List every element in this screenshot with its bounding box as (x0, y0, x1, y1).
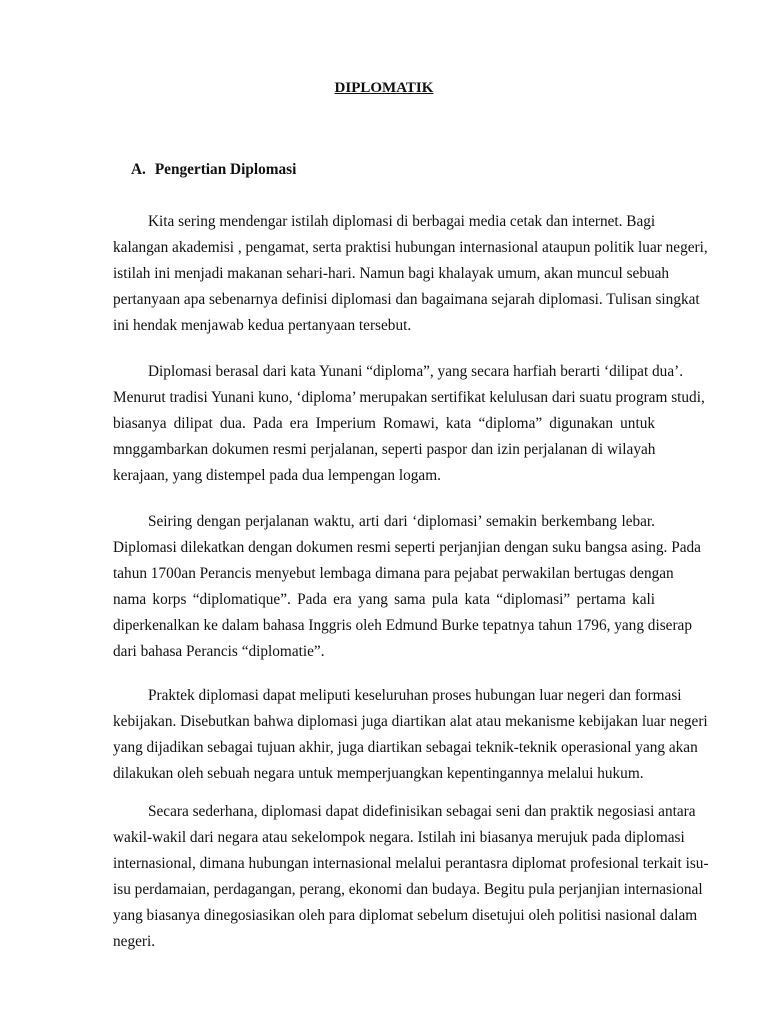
paragraph-3 (113, 509, 701, 665)
text-line: Seiring dengan perjalanan waktu, arti dari ‘diplomasi’ semakin berkembang lebar. (148, 513, 655, 530)
text-line: dilakukan oleh sebuah negara untuk memperjuangkan kepentingannya melalui hukum. (113, 765, 644, 782)
paragraph-2 (113, 359, 705, 489)
text-line: kebijakan. Disebutkan bahwa diplomasi juga diartikan alat atau mekanisme kebijakan luar negeri (113, 713, 708, 730)
text-line: internasional, dimana hubungan internasional melalui perantasra diplomat profesional terkait isu- (113, 855, 709, 872)
text-line: mnggambarkan dokumen resmi perjalanan, seperti paspor dan izin perjalanan di wilayah (113, 441, 656, 458)
text-line: kerajaan, yang distempel pada dua lempengan logam. (113, 467, 441, 484)
text-line: nama korps “diplomatique”. Pada era yang sama pula kata “diplomasi” pertama kali (113, 591, 655, 608)
section-number: A. (131, 161, 146, 178)
text-line: diperkenalkan ke dalam bahasa Inggris oleh Edmund Burke tepatnya tahun 1796, yang diserap (113, 617, 692, 634)
text-line: yang biasanya dinegosiasikan oleh para diplomat sebelum disetujui oleh politisi nasional dalam (113, 907, 698, 924)
text-line: pertanyaan apa sebenarnya definisi diplomasi dan bagaimana sejarah diplomasi. Tulisan singkat (113, 291, 700, 308)
text-line: ini hendak menjawab kedua pertanyaan tersebut. (113, 317, 412, 334)
text-line: kalangan akademisi , pengamat, serta praktisi hubungan internasional ataupun politik luar negeri, (113, 239, 708, 256)
text-line: isu perdamaian, perdagangan, perang, ekonomi dan budaya. Begitu pula perjanjian internasional (113, 881, 703, 898)
paragraph-4 (113, 683, 708, 787)
text-line: Diplomasi dilekatkan dengan dokumen resmi seperti perjanjian dengan suku bangsa asing. Pada (113, 539, 701, 556)
section-heading (131, 161, 296, 179)
text-line: yang dijadikan sebagai tujuan akhir, juga diartikan sebagai teknik-teknik operasional yang akan (113, 739, 698, 756)
document-title: DIPLOMATIK (334, 80, 434, 96)
text-line: Menurut tradisi Yunani kuno, ‘diploma’ merupakan sertifikat kelulusan dari suatu program studi, (113, 389, 705, 406)
paragraph-1 (113, 209, 708, 339)
text-line: negeri. (113, 933, 156, 950)
section-heading-text: Pengertian Diplomasi (154, 161, 297, 178)
text-line: tahun 1700an Perancis menyebut lembaga dimana para pejabat perwakilan bertugas dengan (113, 565, 674, 582)
text-line: Kita sering mendengar istilah diplomasi di berbagai media cetak dan internet. Bagi (148, 213, 656, 230)
text-line: biasanya dilipat dua. Pada era Imperium Romawi, kata “diploma” digunakan untuk (113, 415, 655, 432)
text-line: Praktek diplomasi dapat meliputi keseluruhan proses hubungan luar negeri dan formasi (148, 687, 682, 704)
text-line: Diplomasi berasal dari kata Yunani “diploma”, yang secara harfiah berarti ‘dilipat dua’. (148, 363, 684, 380)
text-line: wakil-wakil dari negara atau sekelompok negara. Istilah ini biasanya merujuk pada diplomasi (113, 829, 685, 846)
paragraph-5 (113, 799, 709, 955)
text-line: Secara sederhana, diplomasi dapat didefinisikan sebagai seni dan praktik negosiasi antara (148, 803, 696, 820)
text-line: istilah ini menjadi makanan sehari-hari. Namun bagi khalayak umum, akan muncul sebuah (113, 265, 670, 282)
text-line: dari bahasa Perancis “diplomatie”. (113, 643, 325, 660)
